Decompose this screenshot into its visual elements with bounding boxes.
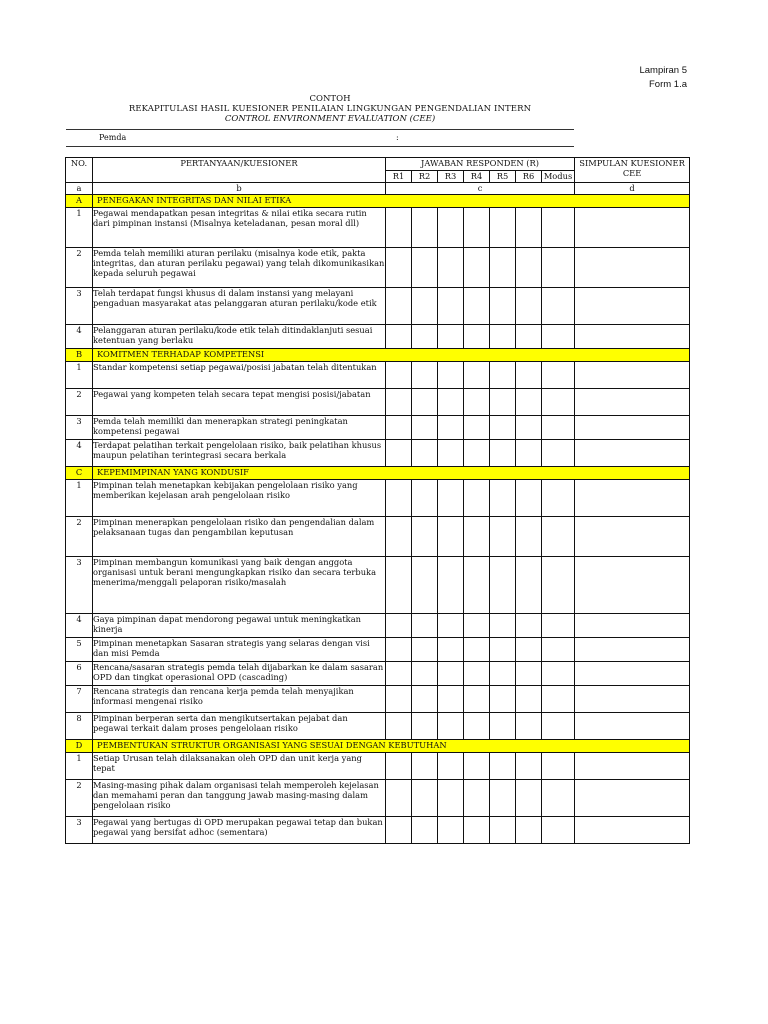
- answer-cell-r4[interactable]: [464, 208, 490, 248]
- section-title: PENEGAKAN INTEGRITAS DAN NILAI ETIKA: [93, 195, 690, 208]
- question-text: Rencana strategis dan rencana kerja pemda telah menyajikan informasi mengenai risiko: [93, 686, 386, 713]
- conclusion-cell[interactable]: [575, 557, 690, 614]
- section-letter: C: [66, 467, 93, 480]
- section-letter: D: [66, 740, 93, 753]
- answer-cell-r3[interactable]: [438, 780, 464, 817]
- document-title: REKAPITULASI HASIL KUESIONER PENILAIAN LINGKUNGAN PENGENDALIAN INTERN: [128, 104, 532, 114]
- answer-cell-r6[interactable]: [516, 686, 542, 713]
- answer-cell-r4[interactable]: [464, 753, 490, 780]
- answer-cell-r1[interactable]: [386, 686, 412, 713]
- conclusion-cell[interactable]: [575, 517, 690, 557]
- question-row: [66, 248, 690, 288]
- conclusion-cell[interactable]: [575, 480, 690, 517]
- answer-cell-r5[interactable]: [490, 817, 516, 844]
- header-r1: R1: [386, 171, 412, 183]
- question-text: Gaya pimpinan dapat mendorong pegawai untuk meningkatkan kinerja: [93, 614, 386, 638]
- answer-cell-r2[interactable]: [412, 817, 438, 844]
- answer-cell-r4[interactable]: [464, 325, 490, 349]
- answer-cell-r4[interactable]: [464, 780, 490, 817]
- question-row: [66, 638, 690, 662]
- question-number: 4: [66, 614, 93, 638]
- answer-cell-r4[interactable]: [464, 614, 490, 638]
- answer-cell-modus[interactable]: [542, 416, 575, 440]
- answer-cell-r5[interactable]: [490, 638, 516, 662]
- answer-cell-r6[interactable]: [516, 662, 542, 686]
- answer-cell-modus[interactable]: [542, 248, 575, 288]
- answer-cell-r1[interactable]: [386, 517, 412, 557]
- answer-cell-r2[interactable]: [412, 686, 438, 713]
- pemda-label: Pemda: [99, 133, 127, 142]
- header-jawaban: JAWABAN RESPONDEN (R): [386, 158, 575, 171]
- answer-cell-r4[interactable]: [464, 480, 490, 517]
- answer-cell-r2[interactable]: [412, 325, 438, 349]
- question-number: 3: [66, 817, 93, 844]
- column-label-c: c: [386, 183, 575, 195]
- question-row: [66, 362, 690, 389]
- answer-cell-r2[interactable]: [412, 389, 438, 416]
- header-modus: Modus: [542, 171, 575, 183]
- question-row: [66, 686, 690, 713]
- answer-cell-r3[interactable]: [438, 713, 464, 740]
- conclusion-cell[interactable]: [575, 662, 690, 686]
- answer-cell-r4[interactable]: [464, 440, 490, 467]
- answer-cell-r4[interactable]: [464, 662, 490, 686]
- answer-cell-modus[interactable]: [542, 362, 575, 389]
- question-row: [66, 780, 690, 817]
- question-row: [66, 713, 690, 740]
- header-pertanyaan: PERTANYAAN/KUESIONER: [93, 158, 386, 183]
- answer-cell-r4[interactable]: [464, 686, 490, 713]
- answer-cell-r1[interactable]: [386, 753, 412, 780]
- pemda-colon: :: [396, 133, 399, 142]
- answer-cell-r3[interactable]: [438, 817, 464, 844]
- answer-cell-r1[interactable]: [386, 389, 412, 416]
- conclusion-cell[interactable]: [575, 416, 690, 440]
- question-number: 1: [66, 480, 93, 517]
- answer-cell-r3[interactable]: [438, 662, 464, 686]
- answer-cell-r5[interactable]: [490, 325, 516, 349]
- question-number: 3: [66, 557, 93, 614]
- answer-cell-r6[interactable]: [516, 557, 542, 614]
- section-letter: A: [66, 195, 93, 208]
- header-r5: R5: [490, 171, 516, 183]
- lampiran-text: Lampiran 5: [639, 65, 687, 76]
- answer-cell-r2[interactable]: [412, 780, 438, 817]
- answer-cell-r3[interactable]: [438, 686, 464, 713]
- column-label-row: [66, 183, 690, 195]
- answer-cell-r1[interactable]: [386, 817, 412, 844]
- conclusion-cell[interactable]: [575, 389, 690, 416]
- answer-cell-r6[interactable]: [516, 389, 542, 416]
- column-label-d: d: [575, 183, 690, 195]
- answer-cell-r6[interactable]: [516, 325, 542, 349]
- question-text: Telah terdapat fungsi khusus di dalam instansi yang melayani pengaduan masyarakat atas pelanggaran aturan perilaku/kode etik: [93, 288, 386, 325]
- answer-cell-r2[interactable]: [412, 208, 438, 248]
- answer-cell-r6[interactable]: [516, 780, 542, 817]
- answer-cell-r5[interactable]: [490, 480, 516, 517]
- question-number: 6: [66, 662, 93, 686]
- question-number: 4: [66, 325, 93, 349]
- answer-cell-r4[interactable]: [464, 557, 490, 614]
- answer-cell-r6[interactable]: [516, 638, 542, 662]
- question-number: 1: [66, 362, 93, 389]
- question-row: [66, 662, 690, 686]
- question-text: Pegawai mendapatkan pesan integritas & nilai etika secara rutin dari pimpinan instansi (Misalnya keteladanan, pesan moral dll): [93, 208, 386, 248]
- answer-cell-r6[interactable]: [516, 753, 542, 780]
- answer-cell-r4[interactable]: [464, 362, 490, 389]
- question-text: Masing-masing pihak dalam organisasi telah memperoleh kejelasan dan memahami peran dan tanggung jawab masing-masing dalam pengelolaan risiko: [93, 780, 386, 817]
- questionnaire-table: [65, 157, 690, 844]
- answer-cell-r3[interactable]: [438, 557, 464, 614]
- answer-cell-modus[interactable]: [542, 208, 575, 248]
- question-row: [66, 517, 690, 557]
- question-row: [66, 614, 690, 638]
- question-number: 1: [66, 208, 93, 248]
- answer-cell-r3[interactable]: [438, 517, 464, 557]
- answer-cell-r1[interactable]: [386, 480, 412, 517]
- answer-cell-r5[interactable]: [490, 614, 516, 638]
- conclusion-cell[interactable]: [575, 817, 690, 844]
- answer-cell-r3[interactable]: [438, 389, 464, 416]
- question-number: 2: [66, 780, 93, 817]
- answer-cell-r5[interactable]: [490, 208, 516, 248]
- header-r3: R3: [438, 171, 464, 183]
- answer-cell-r6[interactable]: [516, 614, 542, 638]
- question-text: Standar kompetensi setiap pegawai/posisi jabatan telah ditentukan: [93, 362, 386, 389]
- conclusion-cell[interactable]: [575, 686, 690, 713]
- section-row-b: [66, 349, 690, 362]
- answer-cell-r3[interactable]: [438, 362, 464, 389]
- answer-cell-r1[interactable]: [386, 440, 412, 467]
- answer-cell-r5[interactable]: [490, 288, 516, 325]
- answer-cell-r3[interactable]: [438, 614, 464, 638]
- question-row: [66, 753, 690, 780]
- answer-cell-r6[interactable]: [516, 288, 542, 325]
- conclusion-cell[interactable]: [575, 248, 690, 288]
- question-number: 4: [66, 440, 93, 467]
- answer-cell-r2[interactable]: [412, 440, 438, 467]
- question-row: [66, 440, 690, 467]
- answer-cell-modus[interactable]: [542, 638, 575, 662]
- answer-cell-modus[interactable]: [542, 817, 575, 844]
- answer-cell-r2[interactable]: [412, 362, 438, 389]
- section-title: KEPEMIMPINAN YANG KONDUSIF: [93, 467, 690, 480]
- conclusion-cell[interactable]: [575, 638, 690, 662]
- answer-cell-modus[interactable]: [542, 713, 575, 740]
- question-row: [66, 208, 690, 248]
- contoh-label: CONTOH: [309, 94, 351, 104]
- answer-cell-r5[interactable]: [490, 557, 516, 614]
- answer-cell-modus[interactable]: [542, 662, 575, 686]
- answer-cell-modus[interactable]: [542, 325, 575, 349]
- header-no: NO.: [66, 158, 93, 183]
- answer-cell-r5[interactable]: [490, 780, 516, 817]
- question-text: Pimpinan telah menetapkan kebijakan pengelolaan risiko yang memberikan kejelasan arah pengelolaan risiko: [93, 480, 386, 517]
- answer-cell-modus[interactable]: [542, 753, 575, 780]
- column-label-a: a: [66, 183, 93, 195]
- header-simpulan: SIMPULAN KUESIONER CEE: [575, 158, 690, 183]
- question-text: Pemda telah memiliki aturan perilaku (misalnya kode etik, pakta integritas, dan aturan perilaku pegawai) yang telah dikomunikasikan kepada seluruh pegawai: [93, 248, 386, 288]
- answer-cell-r6[interactable]: [516, 440, 542, 467]
- question-text: Rencana/sasaran strategis pemda telah dijabarkan ke dalam sasaran OPD dan tingkat operasional OPD (cascading): [93, 662, 386, 686]
- answer-cell-r6[interactable]: [516, 208, 542, 248]
- section-row-a: [66, 195, 690, 208]
- top-divider: [66, 129, 574, 130]
- section-row-c: [66, 467, 690, 480]
- answer-cell-r1[interactable]: [386, 638, 412, 662]
- answer-cell-r6[interactable]: [516, 713, 542, 740]
- answer-cell-r1[interactable]: [386, 208, 412, 248]
- answer-cell-r2[interactable]: [412, 416, 438, 440]
- question-text: Setiap Urusan telah dilaksanakan oleh OPD dan unit kerja yang tepat: [93, 753, 386, 780]
- answer-cell-r4[interactable]: [464, 248, 490, 288]
- question-text: Pegawai yang bertugas di OPD merupakan pegawai tetap dan bukan pegawai yang bersifat adhoc (sementara): [93, 817, 386, 844]
- question-number: 3: [66, 416, 93, 440]
- answer-cell-r6[interactable]: [516, 362, 542, 389]
- answer-cell-r2[interactable]: [412, 480, 438, 517]
- answer-cell-r2[interactable]: [412, 288, 438, 325]
- answer-cell-r6[interactable]: [516, 517, 542, 557]
- question-text: Pemda telah memiliki dan menerapkan strategi peningkatan kompetensi pegawai: [93, 416, 386, 440]
- answer-cell-r1[interactable]: [386, 325, 412, 349]
- answer-cell-r6[interactable]: [516, 416, 542, 440]
- answer-cell-r1[interactable]: [386, 780, 412, 817]
- answer-cell-r1[interactable]: [386, 557, 412, 614]
- answer-cell-r1[interactable]: [386, 614, 412, 638]
- question-text: Pimpinan menerapkan pengelolaan risiko dan pengendalian dalam pelaksanaan tugas dan pengambilan keputusan: [93, 517, 386, 557]
- question-text: Terdapat pelatihan terkait pengelolaan risiko, baik pelatihan khusus maupun pelatihan terintegrasi secara berkala: [93, 440, 386, 467]
- answer-cell-modus[interactable]: [542, 686, 575, 713]
- answer-cell-r6[interactable]: [516, 817, 542, 844]
- header-r2: R2: [412, 171, 438, 183]
- question-row: [66, 480, 690, 517]
- answer-cell-modus[interactable]: [542, 614, 575, 638]
- answer-cell-r4[interactable]: [464, 638, 490, 662]
- attachment-label: [600, 64, 687, 92]
- question-number: 7: [66, 686, 93, 713]
- conclusion-cell[interactable]: [575, 440, 690, 467]
- answer-cell-r4[interactable]: [464, 713, 490, 740]
- question-text: Pimpinan berperan serta dan mengikutsertakan pejabat dan pegawai terkait dalam proses pengelolaan risiko: [93, 713, 386, 740]
- answer-cell-r2[interactable]: [412, 662, 438, 686]
- answer-cell-r4[interactable]: [464, 817, 490, 844]
- answer-cell-r2[interactable]: [412, 517, 438, 557]
- question-row: [66, 389, 690, 416]
- answer-cell-modus[interactable]: [542, 288, 575, 325]
- question-row: [66, 817, 690, 844]
- answer-cell-r4[interactable]: [464, 389, 490, 416]
- conclusion-cell[interactable]: [575, 362, 690, 389]
- answer-cell-r5[interactable]: [490, 389, 516, 416]
- answer-cell-r3[interactable]: [438, 288, 464, 325]
- question-text: Pegawai yang kompeten telah secara tepat mengisi posisi/jabatan: [93, 389, 386, 416]
- answer-cell-r5[interactable]: [490, 362, 516, 389]
- question-row: [66, 557, 690, 614]
- question-text: Pimpinan menetapkan Sasaran strategis yang selaras dengan visi dan misi Pemda: [93, 638, 386, 662]
- section-row-d: [66, 740, 690, 753]
- question-text: Pelanggaran aturan perilaku/kode etik telah ditindaklanjuti sesuai ketentuan yang berlaku: [93, 325, 386, 349]
- answer-cell-modus[interactable]: [542, 440, 575, 467]
- answer-cell-r1[interactable]: [386, 288, 412, 325]
- answer-cell-r5[interactable]: [490, 686, 516, 713]
- question-row: [66, 325, 690, 349]
- answer-cell-r5[interactable]: [490, 662, 516, 686]
- question-row: [66, 416, 690, 440]
- answer-cell-r2[interactable]: [412, 753, 438, 780]
- answer-cell-r3[interactable]: [438, 208, 464, 248]
- answer-cell-r1[interactable]: [386, 362, 412, 389]
- conclusion-cell[interactable]: [575, 325, 690, 349]
- question-number: 2: [66, 389, 93, 416]
- answer-cell-r1[interactable]: [386, 662, 412, 686]
- question-number: 2: [66, 517, 93, 557]
- answer-cell-r5[interactable]: [490, 517, 516, 557]
- header-row: [66, 158, 690, 171]
- document-subtitle: CONTROL ENVIRONMENT EVALUATION (CEE): [224, 114, 436, 124]
- conclusion-cell[interactable]: [575, 780, 690, 817]
- question-text: Pimpinan membangun komunikasi yang baik dengan anggota organisasi untuk berani mengungkapkan risiko dan secara terbuka menerima/menggali pelaporan risiko/masalah: [93, 557, 386, 614]
- answer-cell-r1[interactable]: [386, 416, 412, 440]
- header-r4: R4: [464, 171, 490, 183]
- answer-cell-r3[interactable]: [438, 416, 464, 440]
- answer-cell-r2[interactable]: [412, 638, 438, 662]
- answer-cell-r5[interactable]: [490, 713, 516, 740]
- section-title: KOMITMEN TERHADAP KOMPETENSI: [93, 349, 690, 362]
- answer-cell-modus[interactable]: [542, 557, 575, 614]
- answer-cell-r5[interactable]: [490, 248, 516, 288]
- question-number: 8: [66, 713, 93, 740]
- answer-cell-r3[interactable]: [438, 248, 464, 288]
- answer-cell-r2[interactable]: [412, 248, 438, 288]
- answer-cell-r2[interactable]: [412, 557, 438, 614]
- answer-cell-r3[interactable]: [438, 638, 464, 662]
- answer-cell-r3[interactable]: [438, 325, 464, 349]
- answer-cell-r5[interactable]: [490, 440, 516, 467]
- question-number: 1: [66, 753, 93, 780]
- conclusion-cell[interactable]: [575, 753, 690, 780]
- conclusion-cell[interactable]: [575, 208, 690, 248]
- answer-cell-r2[interactable]: [412, 713, 438, 740]
- column-label-b: b: [93, 183, 386, 195]
- question-number: 5: [66, 638, 93, 662]
- conclusion-cell[interactable]: [575, 713, 690, 740]
- answer-cell-r4[interactable]: [464, 517, 490, 557]
- answer-cell-r5[interactable]: [490, 416, 516, 440]
- answer-cell-r4[interactable]: [464, 416, 490, 440]
- conclusion-cell[interactable]: [575, 614, 690, 638]
- answer-cell-modus[interactable]: [542, 517, 575, 557]
- question-number: 2: [66, 248, 93, 288]
- answer-cell-r1[interactable]: [386, 713, 412, 740]
- answer-cell-r3[interactable]: [438, 440, 464, 467]
- answer-cell-modus[interactable]: [542, 389, 575, 416]
- conclusion-cell[interactable]: [575, 288, 690, 325]
- answer-cell-r6[interactable]: [516, 248, 542, 288]
- answer-cell-r4[interactable]: [464, 288, 490, 325]
- answer-cell-r1[interactable]: [386, 248, 412, 288]
- answer-cell-r3[interactable]: [438, 753, 464, 780]
- answer-cell-r5[interactable]: [490, 753, 516, 780]
- answer-cell-r3[interactable]: [438, 480, 464, 517]
- question-number: 3: [66, 288, 93, 325]
- bottom-divider: [66, 146, 574, 147]
- answer-cell-modus[interactable]: [542, 780, 575, 817]
- answer-cell-modus[interactable]: [542, 480, 575, 517]
- section-letter: B: [66, 349, 93, 362]
- form-number: Form 1.a: [648, 79, 687, 90]
- answer-cell-r6[interactable]: [516, 480, 542, 517]
- section-title: PEMBENTUKAN STRUKTUR ORGANISASI YANG SESUAI DENGAN KEBUTUHAN: [93, 740, 690, 753]
- header-r6: R6: [516, 171, 542, 183]
- answer-cell-r2[interactable]: [412, 614, 438, 638]
- question-row: [66, 288, 690, 325]
